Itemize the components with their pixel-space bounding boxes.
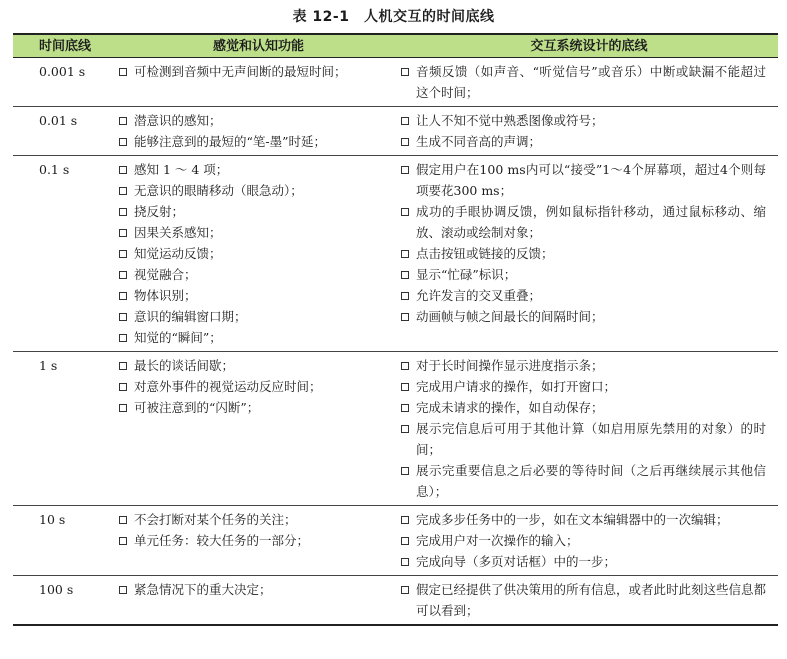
time-threshold-cell: 0.001 s xyxy=(39,64,86,79)
checkbox-bullet-icon xyxy=(119,271,127,279)
list-item xyxy=(400,579,778,621)
list-item xyxy=(117,530,400,551)
checkbox-bullet-icon xyxy=(401,166,409,174)
list-item-text: 单元任务：较大任务的一部分； xyxy=(134,533,310,548)
checkbox-bullet-icon xyxy=(119,68,127,76)
checkbox-bullet-icon xyxy=(401,362,409,370)
list-item xyxy=(400,306,778,327)
list-item xyxy=(117,110,400,131)
time-threshold-cell: 0.1 s xyxy=(39,162,70,177)
checkbox-bullet-icon xyxy=(401,467,409,475)
cognitive-list xyxy=(117,61,400,82)
list-item-text: 成功的手眼协调反馈，例如鼠标指针移动，通过鼠标移动、缩放、滚动或绘制对象； xyxy=(416,204,766,240)
checkbox-bullet-icon xyxy=(401,537,409,545)
list-item-text: 假定用户在100 ms内可以“接受”1～4个屏幕项，超过4个则每项要花300 ms； xyxy=(416,162,766,198)
list-item-text: 能够注意到的最短的“笔-墨”时延； xyxy=(134,134,327,149)
list-item-text: 无意识的眼睛移动（眼急动）； xyxy=(134,183,303,198)
design-threshold-cell xyxy=(400,352,778,506)
list-item-text: 完成未请求的操作，如自动保存； xyxy=(416,400,604,415)
list-item xyxy=(117,61,400,82)
list-item xyxy=(117,180,400,201)
list-item-text: 知觉运动反馈； xyxy=(134,246,222,261)
checkbox-bullet-icon xyxy=(401,250,409,258)
list-item-text: 完成多步任务中的一步，如在文本编辑器中的一次编辑； xyxy=(416,512,729,527)
list-item xyxy=(400,551,778,572)
list-item-text: 显示“忙碌”标识； xyxy=(416,267,517,282)
list-item-text: 感知 1 ～ 4 项； xyxy=(134,162,229,177)
list-item-text: 允许发言的交叉重叠； xyxy=(416,288,542,303)
list-item-text: 动画帧与帧之间最长的间隔时间； xyxy=(416,309,604,324)
list-item-text: 完成向导（多页对话框）中的一步； xyxy=(416,554,617,569)
checkbox-bullet-icon xyxy=(401,138,409,146)
list-item-text: 可被注意到的“闪断”； xyxy=(134,400,260,415)
list-item xyxy=(400,110,778,131)
header-time-threshold: 时间底线 xyxy=(38,38,91,54)
list-item xyxy=(117,376,400,397)
time-threshold-cell: 10 s xyxy=(39,512,66,527)
header-cognitive-function: 感觉和认知功能 xyxy=(212,38,304,54)
list-item-text: 展示完重要信息之后必要的等待时间（之后再继续展示其他信息）； xyxy=(416,463,766,499)
cognitive-list xyxy=(117,509,400,551)
time-threshold-cell: 0.01 s xyxy=(39,113,78,128)
table-caption: 表 12-1 人机交互的时间底线 xyxy=(292,9,495,25)
checkbox-bullet-icon xyxy=(119,586,127,594)
checkbox-bullet-icon xyxy=(119,334,127,342)
list-item-text: 潜意识的感知； xyxy=(134,113,222,128)
list-item xyxy=(117,306,400,327)
list-item xyxy=(117,397,400,418)
list-item xyxy=(400,201,778,243)
list-item xyxy=(117,264,400,285)
list-item xyxy=(400,397,778,418)
list-item-text: 可检测到音频中无声间断的最短时间； xyxy=(134,64,347,79)
list-item xyxy=(400,355,778,376)
list-item xyxy=(117,243,400,264)
checkbox-bullet-icon xyxy=(119,537,127,545)
checkbox-bullet-icon xyxy=(401,383,409,391)
cognitive-function-cell xyxy=(117,107,400,156)
list-item xyxy=(117,159,400,180)
list-item xyxy=(400,376,778,397)
checkbox-bullet-icon xyxy=(401,313,409,321)
checkbox-bullet-icon xyxy=(119,117,127,125)
list-item-text: 对于长时间操作显示进度指示条； xyxy=(416,358,604,373)
checkbox-bullet-icon xyxy=(401,586,409,594)
cognitive-function-cell xyxy=(117,506,400,576)
list-item xyxy=(117,201,400,222)
list-item xyxy=(117,509,400,530)
table-header-row xyxy=(13,34,778,58)
list-item xyxy=(400,460,778,502)
list-item-text: 因果关系感知； xyxy=(134,225,222,240)
design-list xyxy=(400,159,778,327)
checkbox-bullet-icon xyxy=(401,516,409,524)
cognitive-list xyxy=(117,355,400,418)
design-threshold-cell xyxy=(400,576,778,626)
cognitive-function-cell xyxy=(117,156,400,352)
checkbox-bullet-icon xyxy=(119,138,127,146)
list-item xyxy=(117,327,400,348)
design-list xyxy=(400,110,778,152)
list-item xyxy=(400,61,778,103)
list-item xyxy=(117,355,400,376)
table-row xyxy=(13,107,778,156)
cognitive-function-cell xyxy=(117,576,400,626)
design-list xyxy=(400,579,778,621)
list-item xyxy=(400,131,778,152)
cognitive-list xyxy=(117,579,400,600)
list-item-text: 完成用户请求的操作，如打开窗口； xyxy=(416,379,617,394)
list-item-text: 知觉的“瞬间”； xyxy=(134,330,222,345)
checkbox-bullet-icon xyxy=(119,362,127,370)
list-item xyxy=(117,285,400,306)
design-list xyxy=(400,509,778,572)
checkbox-bullet-icon xyxy=(401,292,409,300)
list-item-text: 不会打断对某个任务的关注； xyxy=(134,512,297,527)
list-item-text: 生成不同音高的声调； xyxy=(416,134,542,149)
list-item xyxy=(117,131,400,152)
design-list xyxy=(400,355,778,502)
list-item-text: 物体识别； xyxy=(134,288,197,303)
list-item-text: 假定已经提供了供决策用的所有信息，或者此时此刻这些信息都可以看到； xyxy=(416,582,767,618)
checkbox-bullet-icon xyxy=(401,404,409,412)
cognitive-function-cell xyxy=(117,58,400,107)
table-row xyxy=(13,576,778,626)
list-item-text: 展示完信息后可用于其他计算（如启用原先禁用的对象）的时间； xyxy=(416,421,766,457)
checkbox-bullet-icon xyxy=(119,404,127,412)
list-item xyxy=(400,159,778,201)
table-row xyxy=(13,58,778,107)
checkbox-bullet-icon xyxy=(119,166,127,174)
list-item-text: 音频反馈（如声音、“听觉信号”或音乐）中断或缺漏不能超过这个时间； xyxy=(416,64,766,100)
design-threshold-cell xyxy=(400,58,778,107)
time-threshold-cell: 1 s xyxy=(39,358,58,373)
checkbox-bullet-icon xyxy=(401,208,409,216)
header-design-threshold: 交互系统设计的底线 xyxy=(530,38,648,54)
list-item xyxy=(400,243,778,264)
checkbox-bullet-icon xyxy=(119,250,127,258)
checkbox-bullet-icon xyxy=(401,271,409,279)
checkbox-bullet-icon xyxy=(119,383,127,391)
checkbox-bullet-icon xyxy=(119,208,127,216)
list-item xyxy=(400,509,778,530)
list-item xyxy=(117,222,400,243)
list-item xyxy=(400,264,778,285)
list-item-text: 最长的谈话间歇； xyxy=(134,358,235,373)
design-threshold-cell xyxy=(400,156,778,352)
list-item-text: 完成用户对一次操作的输入； xyxy=(416,533,579,548)
list-item-text: 意识的编辑窗口期； xyxy=(134,309,247,324)
checkbox-bullet-icon xyxy=(401,68,409,76)
list-item-text: 挠反射； xyxy=(134,204,185,219)
list-item-text: 让人不知不觉中熟悉图像或符号； xyxy=(416,113,604,128)
list-item xyxy=(117,579,400,600)
checkbox-bullet-icon xyxy=(119,313,127,321)
list-item xyxy=(400,418,778,460)
table-row xyxy=(13,506,778,576)
cognitive-function-cell xyxy=(117,352,400,506)
list-item-text: 视觉融合； xyxy=(134,267,197,282)
list-item-text: 点击按钮或链接的反馈； xyxy=(416,246,554,261)
time-thresholds-table xyxy=(13,33,778,626)
checkbox-bullet-icon xyxy=(401,425,409,433)
checkbox-bullet-icon xyxy=(119,187,127,195)
design-threshold-cell xyxy=(400,107,778,156)
design-list xyxy=(400,61,778,103)
cognitive-list xyxy=(117,110,400,152)
checkbox-bullet-icon xyxy=(119,516,127,524)
time-threshold-cell: 100 s xyxy=(39,582,74,597)
cognitive-list xyxy=(117,159,400,348)
list-item-text: 对意外事件的视觉运动反应时间； xyxy=(134,379,322,394)
list-item xyxy=(400,530,778,551)
list-item-text: 紧急情况下的重大决定； xyxy=(134,582,272,597)
table-row xyxy=(13,352,778,506)
checkbox-bullet-icon xyxy=(401,117,409,125)
checkbox-bullet-icon xyxy=(119,292,127,300)
list-item xyxy=(400,285,778,306)
checkbox-bullet-icon xyxy=(401,558,409,566)
checkbox-bullet-icon xyxy=(119,229,127,237)
design-threshold-cell xyxy=(400,506,778,576)
table-row xyxy=(13,156,778,352)
